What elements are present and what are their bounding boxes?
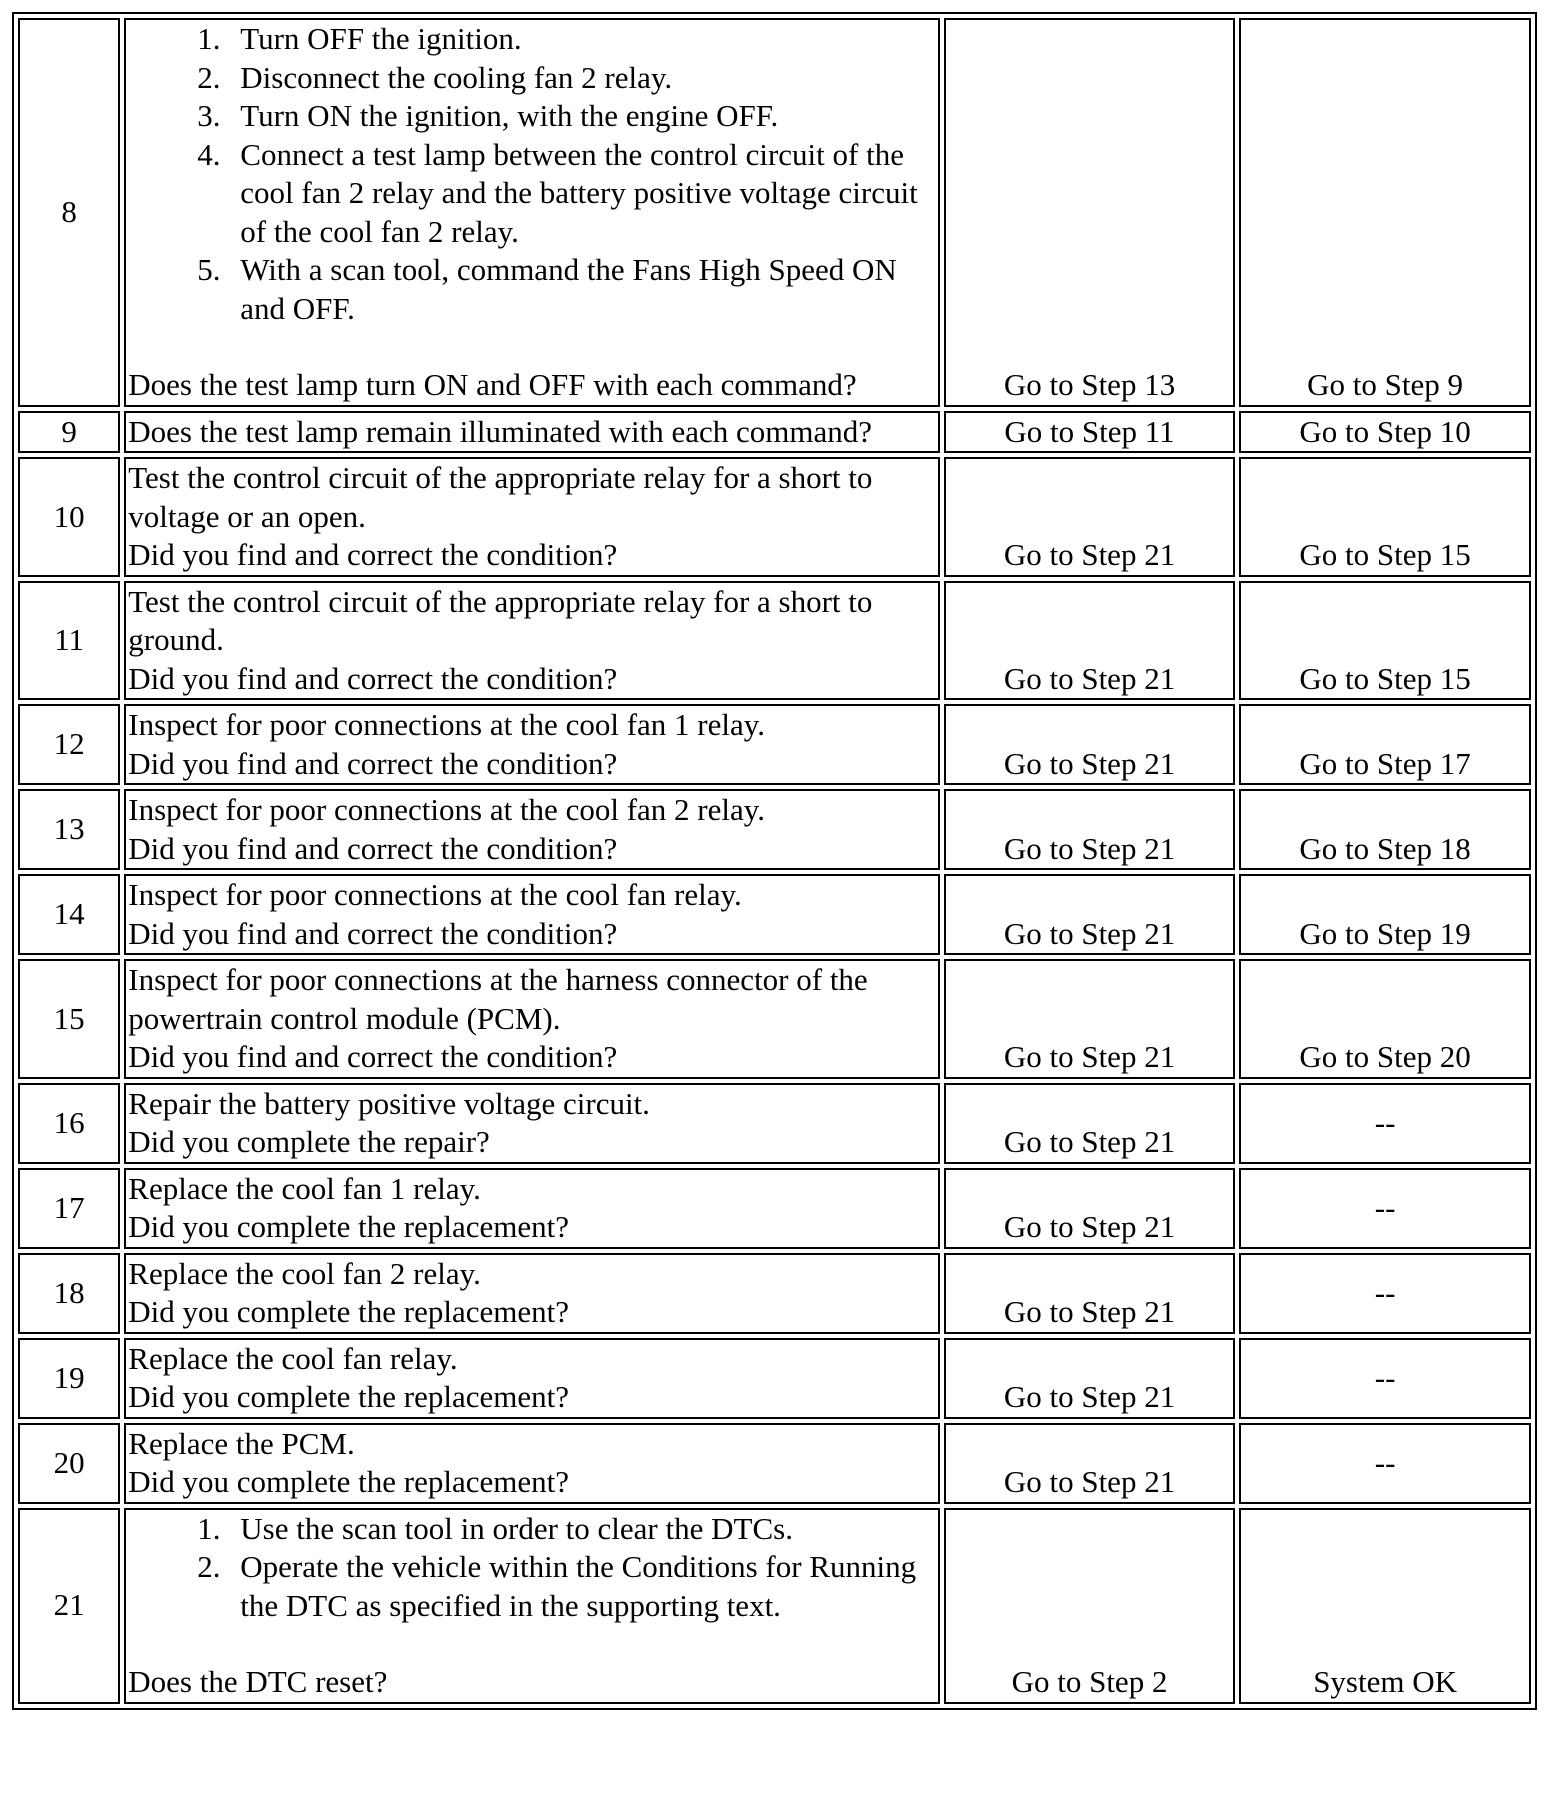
no-result: -- [1239,1168,1531,1249]
table-row [18,457,1531,577]
step-number: 16 [18,1083,120,1164]
no-result: Go to Step 19 [1239,874,1531,955]
yes-result: Go to Step 21 [944,1083,1235,1164]
no-result: Go to Step 10 [1239,411,1531,454]
action-cell [124,1423,940,1504]
question-text: Did you find and correct the condition? [128,660,618,696]
yes-result: Go to Step 21 [944,959,1235,1079]
table-row [18,959,1531,1079]
action-text: Test the control circuit of the appropriate relay for a short to ground. [128,583,873,657]
no-result: Go to Step 17 [1239,704,1531,785]
step-number: 9 [18,411,120,454]
action-text: Inspect for poor connections at the cool fan 2 relay. [128,792,765,827]
question-text: Did you complete the replacement? [128,1464,569,1499]
question-text: Did you complete the replacement? [128,1294,569,1329]
question-text: Does the test lamp remain illuminated with each command? [128,413,873,449]
diagnostic-table-body [18,18,1531,1704]
step-number: 15 [18,959,120,1079]
step-number: 20 [18,1423,120,1504]
yes-result: Go to Step 13 [944,18,1235,407]
question-text: Did you complete the replacement? [128,1209,569,1244]
action-cell [124,1338,940,1419]
table-row [18,874,1531,955]
table-row [18,411,1531,454]
action-text: Repair the battery positive voltage circuit. [128,1085,650,1121]
step-number: 21 [18,1508,120,1704]
action-text: Test the control circuit of the appropriate relay for a short to voltage or an open. [128,460,873,534]
yes-result: Go to Step 21 [944,581,1235,701]
step-number: 18 [18,1253,120,1334]
question-text: Does the test lamp turn ON and OFF with each command? [128,367,857,402]
list-item: 3. Turn ON the ignition, with the engine OFF. [228,97,936,136]
question-text: Did you find and correct the condition? [128,537,618,572]
step-number: 8 [18,18,120,407]
table-row [18,18,1531,407]
no-result: Go to Step 18 [1239,789,1531,870]
action-cell [124,1508,940,1704]
no-result: -- [1239,1338,1531,1419]
no-result: Go to Step 9 [1239,18,1531,407]
yes-result: Go to Step 2 [944,1508,1235,1704]
action-cell [124,704,940,785]
action-cell [124,411,940,454]
table-row [18,704,1531,785]
action-text: Replace the cool fan 2 relay. [128,1255,481,1291]
no-result: Go to Step 20 [1239,959,1531,1079]
action-cell [124,1168,940,1249]
action-cell [124,18,940,407]
no-result: -- [1239,1083,1531,1164]
question-text: Does the DTC reset? [128,1664,388,1699]
list-item: 4. Connect a test lamp between the control circuit of the cool fan 2 relay and the battery positive voltage circuit of the cool fan 2 relay. [228,136,936,252]
question-text: Did you find and correct the condition? [128,830,618,866]
action-text: Replace the cool fan relay. [128,1340,458,1376]
list-item: 1. Use the scan tool in order to clear the DTCs. [228,1510,936,1549]
question-text: Did you find and correct the condition? [128,745,618,781]
spacer [128,1625,936,1663]
yes-result: Go to Step 21 [944,1423,1235,1504]
table-row [18,1423,1531,1504]
spacer [128,328,936,366]
list-item: 2. Disconnect the cooling fan 2 relay. [228,59,936,98]
action-cell [124,874,940,955]
yes-result: Go to Step 21 [944,1168,1235,1249]
step-number: 17 [18,1168,120,1249]
question-text: Did you find and correct the condition? [128,915,618,951]
table-row [18,1253,1531,1334]
yes-result: Go to Step 21 [944,457,1235,577]
question-text: Did you find and correct the condition? [128,1039,618,1074]
step-number: 11 [18,581,120,701]
table-row [18,1168,1531,1249]
step-number: 12 [18,704,120,785]
no-result: Go to Step 15 [1239,581,1531,701]
action-cell [124,1253,940,1334]
table-row [18,1508,1531,1704]
yes-result: Go to Step 21 [944,1253,1235,1334]
no-result: Go to Step 15 [1239,457,1531,577]
step-number: 19 [18,1338,120,1419]
yes-result: Go to Step 11 [944,411,1235,454]
no-result: -- [1239,1253,1531,1334]
no-result: System OK [1239,1508,1531,1704]
instruction-list [128,20,936,328]
table-row [18,1083,1531,1164]
action-text: Inspect for poor connections at the harness connector of the powertrain control module (PCM). [128,962,868,1036]
action-text: Replace the PCM. [128,1425,355,1461]
list-item: 2. Operate the vehicle within the Conditions for Running the DTC as specified in the supporting text. [228,1548,936,1625]
yes-result: Go to Step 21 [944,704,1235,785]
no-result: -- [1239,1423,1531,1504]
table-row [18,789,1531,870]
yes-result: Go to Step 21 [944,789,1235,870]
action-cell [124,789,940,870]
step-number: 14 [18,874,120,955]
action-text: Inspect for poor connections at the cool fan relay. [128,877,742,912]
action-cell [124,581,940,701]
action-text: Replace the cool fan 1 relay. [128,1170,481,1206]
table-row [18,1338,1531,1419]
action-cell [124,1083,940,1164]
list-item: 5. With a scan tool, command the Fans High Speed ON and OFF. [228,251,936,328]
question-text: Did you complete the replacement? [128,1379,569,1414]
step-number: 10 [18,457,120,577]
action-cell [124,959,940,1079]
instruction-list [128,1510,936,1626]
diagnostic-table [12,12,1537,1710]
question-text: Did you complete the repair? [128,1124,490,1159]
action-cell [124,457,940,577]
yes-result: Go to Step 21 [944,874,1235,955]
action-text: Inspect for poor connections at the cool fan 1 relay. [128,707,765,742]
table-row [18,581,1531,701]
yes-result: Go to Step 21 [944,1338,1235,1419]
step-number: 13 [18,789,120,870]
list-item: 1. Turn OFF the ignition. [228,20,936,59]
